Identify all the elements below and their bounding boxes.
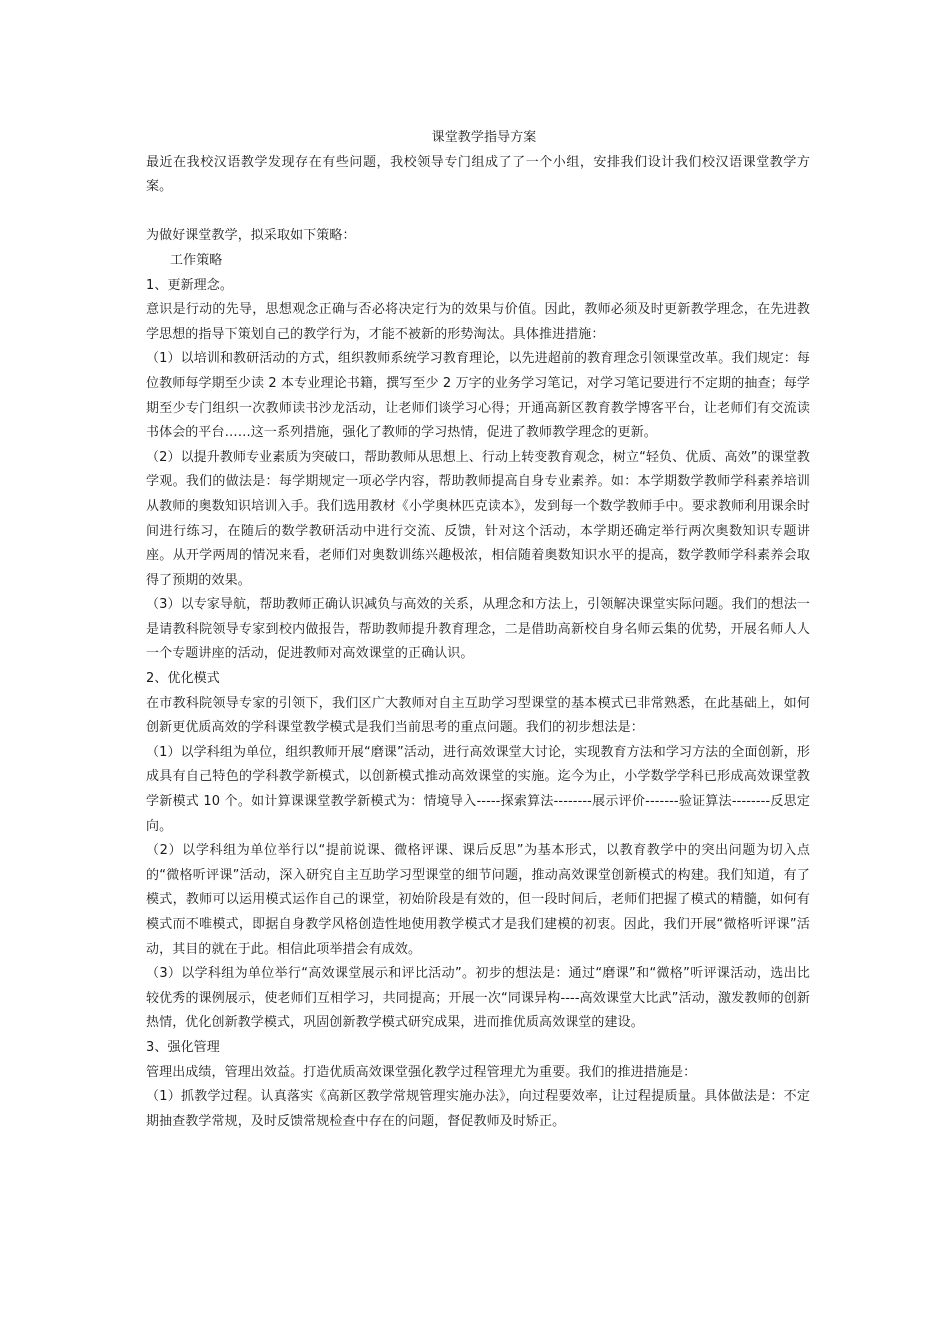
strategy-heading: 工作策略 <box>170 252 223 268</box>
section-3-paragraph: 管理出成绩，管理出效益。打造优质高效课堂强化教学过程管理尤为重要。我们的推进措施是： <box>146 1064 697 1080</box>
section-heading-1: 1、更新理念。 <box>146 277 233 293</box>
section-2-paragraph: （2）以学科组为单位举行以“提前说课、微格评课、课后反思”为基本形式，以教育教学中的突出问题为切入点的“微格听评课”活动，深入研究自主互助学习型课堂的细节问题，推动高效课堂创新模式的构建。我们知道，有了模式，教师可以运用模式运作自己的课堂，初始阶段是有效的，但一段时间后，老师们把握了模式的精髓，如何有模式而不唯模式，即据自身教学风格创造性地使用教学模式才是我们建模的初衷。因此，我们开展“微格听评课”活动，其目的就在于此。相信此项举措会有成效。 <box>146 843 810 957</box>
section-2-paragraph: 在市教科院领导专家的引领下，我们区广大教师对自主互助学习型课堂的基本模式已非常熟悉，在此基础上，如何创新更优质高效的学科课堂教学模式是我们当前思考的重点问题。我们的初步想法是： <box>146 695 810 736</box>
section-3-paragraph: （1）抓教学过程。认真落实《高新区教学常规管理实施办法》，向过程要效率，让过程提质量。具体做法是：不定期抽查教学常规，及时反馈常规检查中存在的问题，督促教师及时矫正。 <box>146 1089 810 1129</box>
blank-line <box>146 200 810 225</box>
section-2-paragraph: （3）以学科组为单位举行“高效课堂展示和评比活动”。初步的想法是：通过“磨课”和“微格”听评课活动，选出比较优秀的课例展示，使老师们互相学习，共同提高；开展一次“同课异构----高效课堂大比武”活动，激发教师的创新热情，优化创新教学模式，巩固创新教学模式研究成果，进而推优质高效课堂的建设。 <box>146 966 810 1031</box>
document-title: 课堂教学指导方案 <box>431 130 537 145</box>
section-1-paragraph: 意识是行动的先导，思想观念正确与否必将决定行为的效果与价值。因此，教师必须及时更新教学理念，在先进教学思想的指导下策划自己的教学行为，才能不被新的形势淘汰。具体推进措施： <box>146 302 810 342</box>
section-heading-2: 2、优化模式 <box>146 671 220 687</box>
section-1-paragraph: （3）以专家导航，帮助教师正确认识减负与高效的关系，从理念和方法上，引领解决课堂实际问题。我们的想法一是请教科院领导专家到校内做报告，帮助教师提升教育理念，二是借助高新校自身名师云集的优势，开展名师人人一个专题讲座的活动，促进教师对高效课堂的正确认识。 <box>146 597 810 662</box>
section-2-paragraph: （1）以学科组为单位，组织教师开展“磨课”活动，进行高效课堂大讨论，实现教育方法和学习方法的全面创新，形成具有自己特色的学科教学新模式，以创新模式推动高效课堂的实施。迄今为止，小学数学学科已形成高效课堂教学新模式 10 个。如计算课课堂教学新模式为：情境导入-----探索算法--------展示评价-------验证算法--------反思定向。 <box>146 744 810 834</box>
section-heading-3: 3、强化管理 <box>146 1039 220 1055</box>
intro-paragraph: 最近在我校汉语教学发现存在有些问题，我校领导专门组成了了一个小组，安排我们设计我们校汉语课堂教学方案。 <box>146 154 810 195</box>
section-1-paragraph: （1）以培训和教研活动的方式，组织教师系统学习教育理论，以先进超前的教育理念引领课堂改革。我们规定：每位教师每学期至少读 2 本专业理论书籍，撰写至少 2 万字的业务学习笔记，对学习笔记要进行不定期的抽查；每学期至少专门组织一次教师读书沙龙活动，让老师们谈学习心得；开通高新区教育教学博客平台，让老师们有交流读书体会的平台……这一系列措施，强化了教师的学习热情，促进了教师教学理念的更新。 <box>146 351 810 441</box>
section-1-paragraph: （2）以提升教师专业素质为突破口，帮助教师从思想上、行动上转变教育观念，树立“轻负、优质、高效”的课堂教学观。我们的做法是：每学期规定一项必学内容，帮助教师提高自身专业素养。如：本学期数学教师学科素养培训从教师的奥数知识培训入手。我们选用教材《小学奥林匹克读本》，发到每一个数学教师手中。要求教师利用课余时间进行练习，在随后的数学教研活动中进行交流、反馈，针对这个活动，本学期还确定举行两次奥数知识专题讲座。从开学两周的情况来看，老师们对奥数训练兴趣极浓，相信随着奥数知识水平的提高，数学教师学科素养会取得了预期的效果。 <box>146 449 810 588</box>
strategy-lead: 为做好课堂教学，拟采取如下策略： <box>146 228 356 244</box>
document-body <box>146 126 810 1134</box>
